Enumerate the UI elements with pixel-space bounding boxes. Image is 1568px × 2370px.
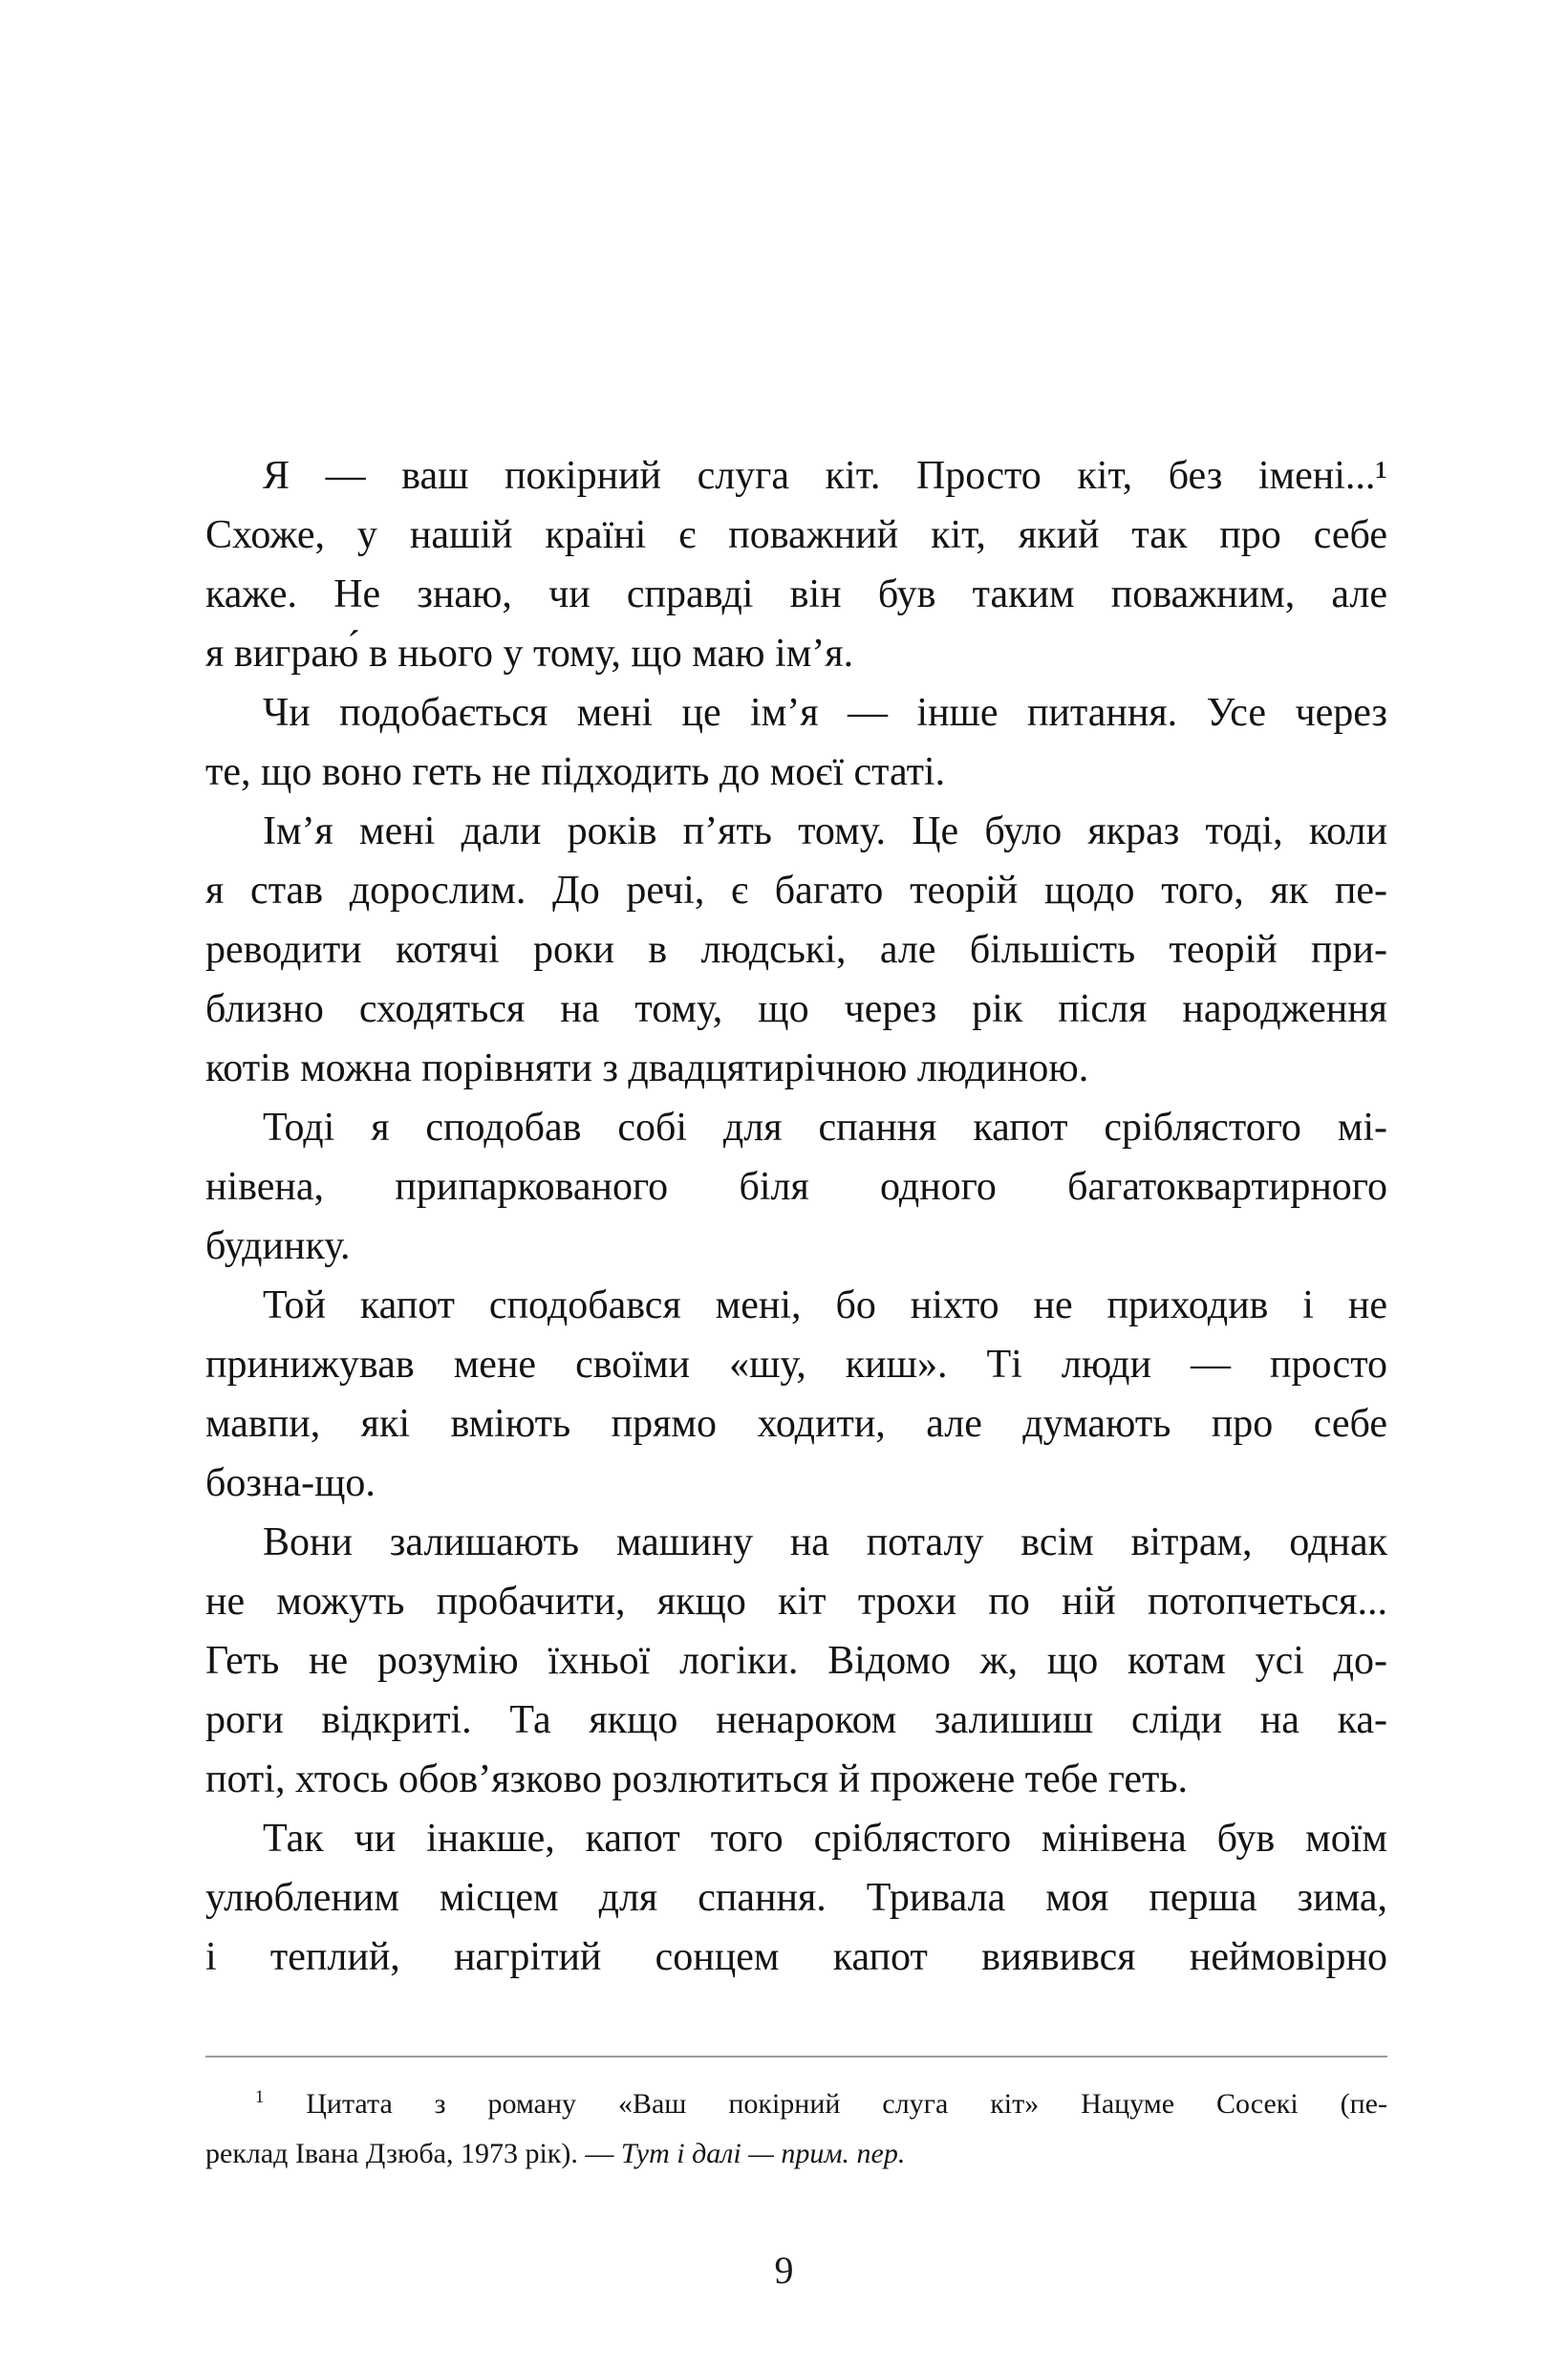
text-line: Геть не розумію їхньої логіки. Відомо ж, що котам усі до- bbox=[205, 1639, 1387, 1683]
text-line: те, що воно геть не підходить до моєї статі. bbox=[205, 750, 946, 794]
text-line: і теплий, нагрітий сонцем капот виявився неймовірно bbox=[205, 1935, 1387, 1979]
text-line: близно сходяться на тому, що через рік після народження bbox=[205, 987, 1387, 1031]
paragraph bbox=[205, 1809, 1387, 1987]
text-line: Так чи інакше, капот того сріблястого мінівена був моїм bbox=[263, 1817, 1387, 1861]
text-line: улюбленим місцем для спання. Тривала моя перша зима, bbox=[205, 1876, 1387, 1920]
paragraph bbox=[205, 446, 1387, 683]
text-line: будинку. bbox=[205, 1224, 351, 1268]
paragraph bbox=[205, 802, 1387, 1098]
paragraph bbox=[205, 1276, 1387, 1513]
paragraph bbox=[205, 1513, 1387, 1809]
text-line: я виграю́ в нього у тому, що маю ім’я. bbox=[205, 632, 854, 676]
text-line: я став дорослим. До речі, є багато теорій щодо того, як пе- bbox=[205, 869, 1387, 913]
text-line: принижував мене своїми «шу, киш». Ті люди — просто bbox=[205, 1343, 1387, 1387]
footnote-line: $^1$ Цитата з роману «Ваш покірний слуга кіт» Нацуме Сосекі (пе- bbox=[255, 2087, 1387, 2120]
text-line: каже. Не знаю, чи справді він був таким поважним, але bbox=[205, 572, 1387, 616]
page-number: 9 bbox=[774, 2249, 794, 2292]
footnote-marker: 1 bbox=[255, 2087, 265, 2107]
text-line: роги відкриті. Та якщо ненароком залишиш сліди на ка- bbox=[205, 1698, 1387, 1742]
text-line: поті, хтось обов’язково розлютиться й прожене тебе геть. bbox=[205, 1757, 1189, 1801]
paragraph bbox=[205, 1098, 1387, 1276]
text-line: Тоді я сподобав собі для спання капот сріблястого мі- bbox=[263, 1106, 1387, 1150]
text-line: мавпи, які вміють прямо ходити, але думають про себе bbox=[205, 1402, 1387, 1446]
text-line: Вони залишають машину на поталу всім вітрам, однак bbox=[263, 1520, 1387, 1564]
footnote bbox=[205, 2079, 1387, 2179]
footnote-divider bbox=[205, 2056, 1387, 2058]
text-line: Той капот сподобався мені, бо ніхто не приходив і не bbox=[263, 1283, 1387, 1327]
text-line: Чи подобається мені це ім’я — інше питання. Усе через bbox=[263, 691, 1387, 735]
text-line: котів можна порівняти з двадцятирічною людиною. bbox=[205, 1046, 1089, 1090]
text-line: не можуть пробачити, якщо кіт трохи по ній потопчеться... bbox=[205, 1580, 1387, 1624]
text-line: Схоже, у нашій країні є поважний кіт, який так про себе bbox=[205, 513, 1387, 557]
footnote-italic-note: Тут і далі — прим. пер. bbox=[620, 2138, 906, 2169]
text-line: Ім’я мені дали років п’ять тому. Це було якраз тоді, коли bbox=[263, 809, 1387, 853]
paragraph bbox=[205, 683, 1387, 802]
text-line: реводити котячі роки в людські, але більшість теорій при- bbox=[205, 928, 1387, 972]
body-text bbox=[205, 446, 1387, 1987]
text-line: нівена, припаркованого біля одного багатоквартирного bbox=[205, 1165, 1387, 1209]
text-line: Я — ваш покірний слуга кіт. Просто кіт, без імені...¹ bbox=[263, 454, 1387, 498]
text-line: бозна-що. bbox=[205, 1461, 376, 1505]
footnote-line: реклад Івана Дзюба, 1973 рік). — Тут і далі — прим. пер. bbox=[205, 2138, 906, 2169]
